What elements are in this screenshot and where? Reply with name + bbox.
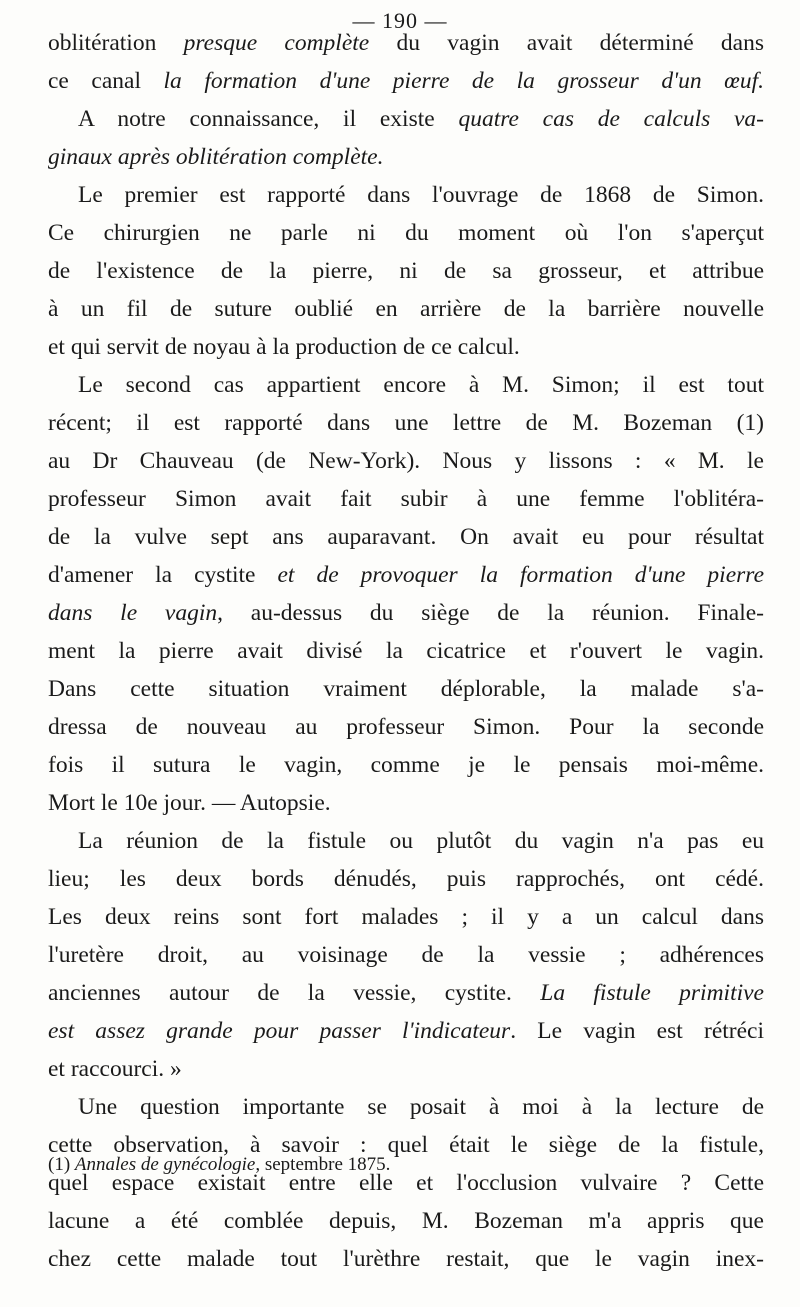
- text-run: d'amener la cystite: [48, 562, 278, 588]
- text-line: [48, 100, 764, 138]
- text-run: ce canal: [48, 68, 164, 94]
- italic-text: ginaux après oblitération complète.: [48, 144, 384, 170]
- text-run: Mort le 10e jour. — Autopsie.: [48, 790, 331, 816]
- text-line: [48, 1012, 764, 1050]
- text-line: [48, 974, 764, 1012]
- text-run: anciennes autour de la vessie, cystite.: [48, 980, 541, 1006]
- text-run: l'uretère droit, au voisinage de la vessie ; adhérences: [48, 942, 764, 968]
- text-line: [48, 632, 764, 670]
- text-line: [48, 556, 764, 594]
- text-line: [48, 24, 764, 62]
- text-run: à un fil de suture oublié en arrière de la barrière nouvelle: [48, 296, 764, 322]
- text-run: Dans cette situation vraiment déplorable, la malade s'a-: [48, 676, 764, 702]
- text-run: fois il sutura le vagin, comme je le pensais moi-même.: [48, 752, 764, 778]
- text-run: . Le vagin est rétréci: [510, 1018, 764, 1044]
- text-line: [48, 1240, 764, 1278]
- text-run: Le premier est rapporté dans l'ouvrage de 1868 de Simon.: [78, 182, 764, 208]
- text-run: Le second cas appartient encore à M. Simon; il est tout: [78, 372, 764, 398]
- text-line: [48, 214, 764, 252]
- italic-text: dans le vagin: [48, 600, 218, 626]
- italic-text: la formation d'une pierre de la grosseur d'un œuf.: [163, 68, 764, 94]
- text-run: Ce chirurgien ne parle ni du moment où l'on s'aperçut: [48, 220, 764, 246]
- text-run: professeur Simon avait fait subir à une femme l'oblitéra-: [48, 486, 764, 512]
- text-line: [48, 936, 764, 974]
- text-run: au Dr Chauveau (de New-York). Nous y lissons : « M. le: [48, 448, 764, 474]
- italic-text: quatre cas de calculs va-: [458, 106, 764, 132]
- italic-text: presque complète: [183, 30, 370, 56]
- footnote-rest: , septembre 1875.: [255, 1154, 391, 1175]
- text-line: [48, 784, 764, 822]
- text-line: [48, 480, 764, 518]
- italic-text: La fistule primitive: [540, 980, 764, 1006]
- text-line: [48, 594, 764, 632]
- text-run: du vagin avait déterminé dans: [369, 30, 764, 56]
- text-run: ment la pierre avait divisé la cicatrice et r'ouvert le vagin.: [48, 638, 764, 664]
- italic-text: et de provoquer la formation d'une pierre: [277, 562, 764, 588]
- text-line: [48, 822, 764, 860]
- text-run: et raccourci. »: [48, 1056, 182, 1082]
- text-line: [48, 898, 764, 936]
- text-run: A notre connaissance, il existe: [78, 106, 459, 132]
- text-run: chez cette malade tout l'urèthre restait, que le vagin inex-: [48, 1246, 764, 1272]
- page-number: — 190 —: [352, 8, 448, 33]
- text-line: [48, 138, 764, 176]
- text-run: La réunion de la fistule ou plutôt du vagin n'a pas eu: [78, 828, 764, 854]
- italic-text: est assez grande pour passer l'indicateur: [48, 1018, 511, 1044]
- text-line: [48, 290, 764, 328]
- footnote-source: Annales de gynécologie: [74, 1154, 256, 1175]
- text-run: et qui servit de noyau à la production de ce calcul.: [48, 334, 520, 360]
- text-line: [48, 442, 764, 480]
- text-line: [48, 1088, 764, 1126]
- body-text: [48, 24, 764, 1278]
- text-run: de l'existence de la pierre, ni de sa grosseur, et attribue: [48, 258, 764, 284]
- footnote: [48, 1154, 764, 1176]
- text-run: lacune a été comblée depuis, M. Bozeman m'a appris que: [48, 1208, 764, 1234]
- text-line: [48, 328, 764, 366]
- text-line: [48, 670, 764, 708]
- text-line: [48, 746, 764, 784]
- text-run: quel espace existait entre elle et l'occlusion vulvaire ? Cette: [48, 1170, 764, 1196]
- text-run: de la vulve sept ans auparavant. On avait eu pour résultat: [48, 524, 764, 550]
- text-run: Une question importante se posait à moi à la lecture de: [78, 1094, 764, 1120]
- text-line: [48, 252, 764, 290]
- text-run: Les deux reins sont fort malades ; il y a un calcul dans: [48, 904, 764, 930]
- text-run: lieu; les deux bords dénudés, puis rapprochés, ont cédé.: [48, 866, 764, 892]
- text-line: [48, 404, 764, 442]
- footnote-mark: (1): [48, 1154, 71, 1175]
- text-line: [48, 1050, 764, 1088]
- text-run: récent; il est rapporté dans une lettre de M. Bozeman (1): [48, 410, 764, 436]
- text-line: [48, 860, 764, 898]
- text-line: [48, 708, 764, 746]
- text-run: cette observation, à savoir : quel était le siège de la fistule,: [48, 1132, 764, 1158]
- text-run: dressa de nouveau au professeur Simon. Pour la seconde: [48, 714, 764, 740]
- text-line: [48, 366, 764, 404]
- text-line: [48, 176, 764, 214]
- text-line: [48, 1202, 764, 1240]
- text-run: oblitération: [48, 30, 184, 56]
- text-line: [48, 518, 764, 556]
- text-run: , au-dessus du siège de la réunion. Finale-: [217, 600, 764, 626]
- text-line: [48, 62, 764, 100]
